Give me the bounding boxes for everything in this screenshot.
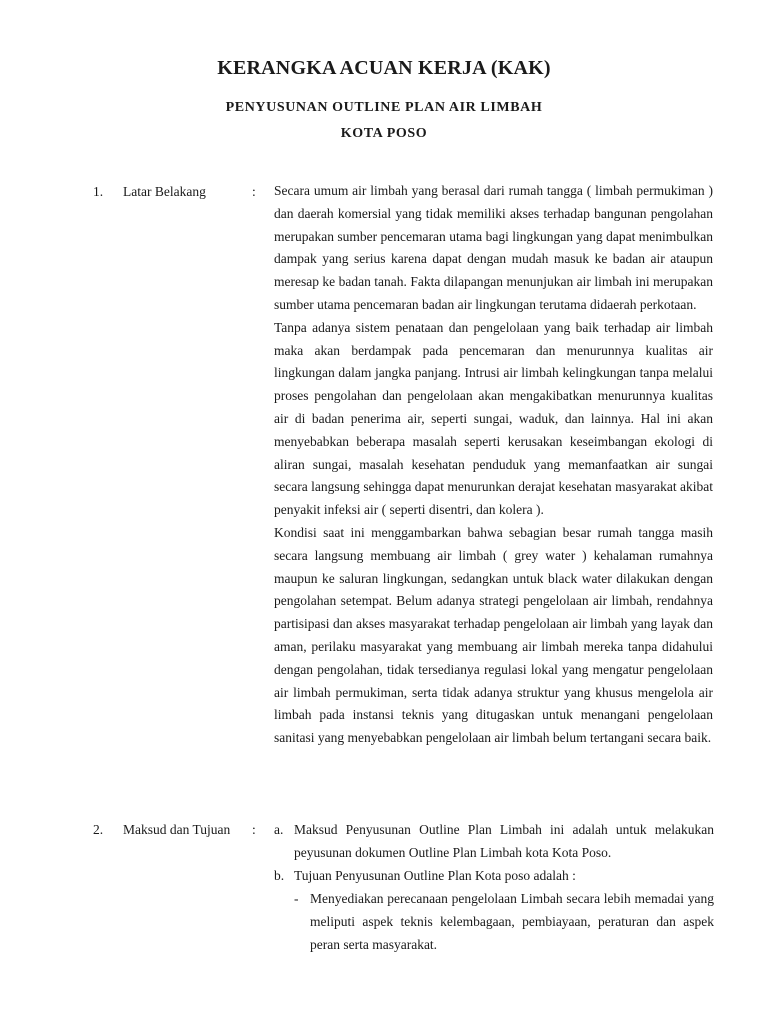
section-colon: : <box>252 184 256 199</box>
section-colon: : <box>252 822 256 837</box>
list-item-text: Tujuan Penyusunan Outline Plan Kota poso adalah : <box>294 868 576 883</box>
paragraph: Kondisi saat ini menggambarkan bahwa sebagian besar rumah tangga masih secara langsung membuang air limbah ( grey water ) kehalaman rumahnya maupun ke saluran lingkungan, sedangkan untuk black water dilakukan dengan pengolahan setempat. Belum adanya strategi pengelolaan air limbah, rendahnya partisipasi dan akses masyarakat terhadap pengelolaan air limbah yang layak dan aman, perilaku masyarakat yang membuang air limbah mereka tanpa didahului dengan pengolahan, tidak tersedianya regulasi lokal yang mengatur pengelolaan air limbah permukiman, serta tidak adanya struktur yang khusus mengelola air limbah pada instansi teknis yang ditugaskan untuk menangani pengelolaan sanitasi yang menyebabkan pengelolaan air limbah belum tertangani secara baik. <box>274 524 713 746</box>
paragraph: Secara umum air limbah yang berasal dari rumah tangga ( limbah permukiman ) dan daerah komersial yang tidak memiliki akses terhadap bangunan pengolahan merupakan sumber pencemaran utama bagi lingkungan yang dapat menimbulkan dampak yang serius karena dapat dengan mudah masuk ke badan air ataupun meresap ke badan tanah. Fakta dilapangan menunjukan air limbah ini merupakan sumber utama pencemaran badan air lingkungan terutama didaerah perkotaan. <box>274 183 713 312</box>
objectives-list <box>274 818 714 956</box>
section-label: Maksud dan Tujuan <box>123 822 231 837</box>
section-label: Latar Belakang <box>123 184 206 199</box>
section-number: 2. <box>93 822 104 837</box>
list-item <box>274 818 714 864</box>
section-number: 1. <box>93 184 104 199</box>
sub-list-item-text: Menyediakan perecanaan pengelolaan Limbah secara lebih memadai yang meliputi aspek teknis kelembagaan, pembiayaan, peraturan dan aspek peran serta masyarakat. <box>310 891 714 952</box>
document-subtitle-line2: KOTA POSO <box>340 126 428 141</box>
list-marker: a. <box>274 822 284 837</box>
sub-list-item <box>294 887 714 956</box>
paragraph: Tanpa adanya sistem penataan dan pengelolaan yang baik terhadap air limbah maka akan berdampak pada pencemaran dan menurunnya kualitas air lingkungan dalam jangka panjang. Intrusi air limbah kelingkungan tanpa melalui proses pengolahan dan pengelolaan akan mengakibatkan menurunnya kualitas air di badan penerima air, seperti sungai, waduk, dan lainnya. Hal ini akan menyebabkan beberapa masalah seperti kerusakan keseimbangan ekologi di aliran sungai, masalah kesehatan penduduk yang memanfaatkan air sungai secara langsung sehingga dapat menurunkan derajat kesehatan masyarakat akibat penyakit infeksi air ( seperti disentri, dan kolera ). <box>274 319 713 518</box>
list-item-text: Maksud Penyusunan Outline Plan Limbah ini adalah untuk melakukan peyusunan dokumen Outline Plan Limbah kota Kota Poso. <box>294 822 714 860</box>
section-body <box>274 180 713 750</box>
document-title: KERANGKA ACUAN KERJA (KAK) <box>217 57 551 79</box>
document-subtitle-line1: PENYUSUNAN OUTLINE PLAN AIR LIMBAH <box>225 100 543 115</box>
list-item <box>274 864 714 887</box>
sub-list-marker: - <box>294 891 299 906</box>
list-marker: b. <box>274 868 285 883</box>
